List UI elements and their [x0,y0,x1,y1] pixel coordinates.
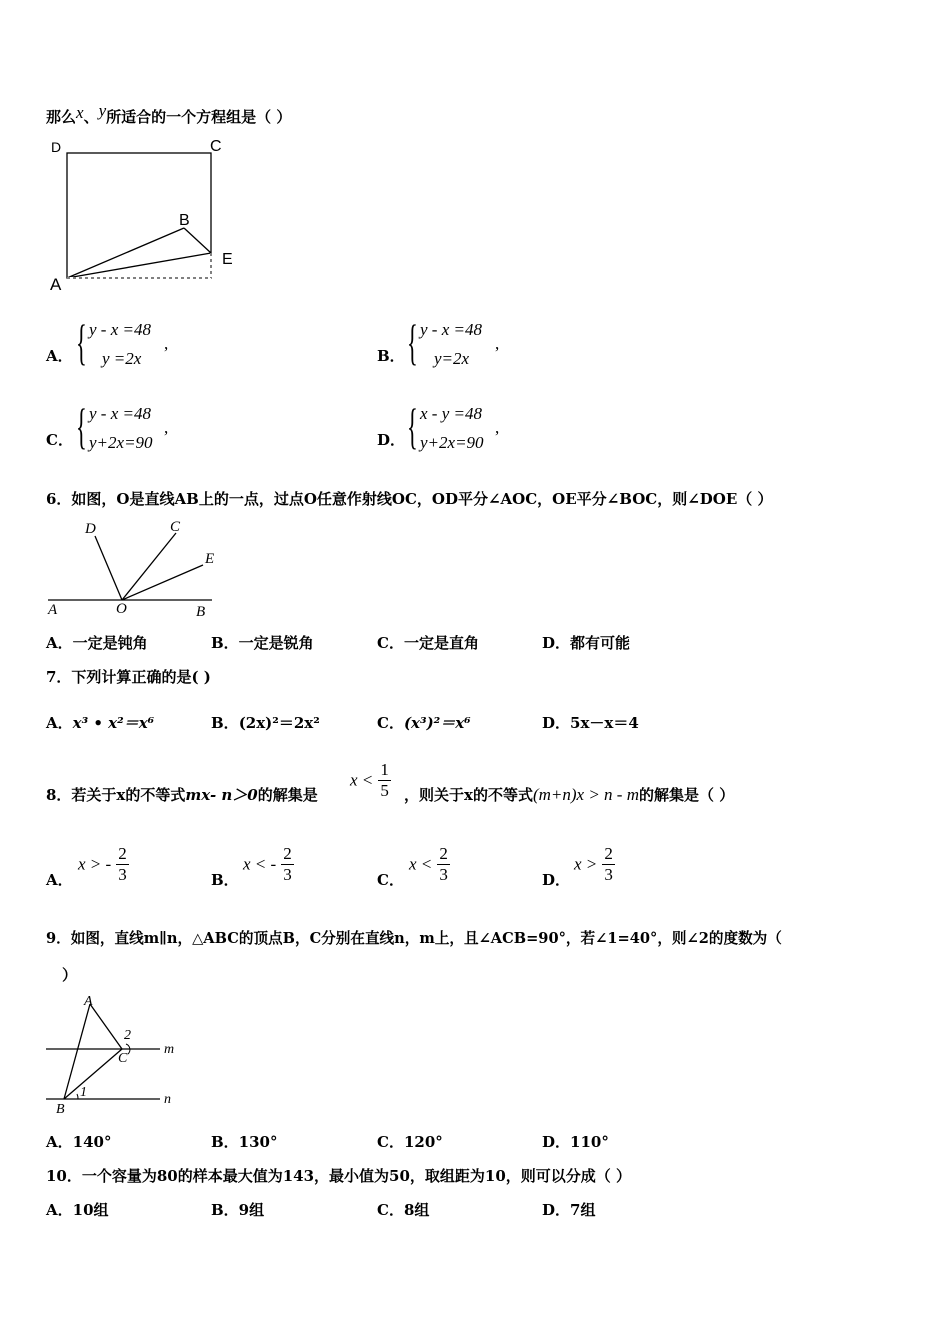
angle-1-arc [77,1094,78,1099]
q5-option-c-eq1: y - x =48 [89,404,151,423]
q5-option-d-label[interactable]: D． [377,431,406,449]
label-A: A [50,275,62,294]
q9-stem-line2: ） [62,966,78,984]
label-E: E [222,251,233,268]
q5-option-a-label[interactable]: A． [46,347,73,365]
q5-option-c-eq2: y+2x=90 [89,433,153,452]
q5-option-d-eq2: y+2x=90 [420,433,484,452]
q5-option-a-eq2: y =2x [102,349,142,368]
q9-option-c[interactable]: C．120° [377,1133,443,1151]
q5-option-a-eq1: y - x =48 [89,320,151,339]
q7-option-d[interactable]: D．5x－x＝4 [542,714,639,732]
ray-oe [122,565,203,600]
q5-option-b-eq1: y - x =48 [420,320,482,339]
q8-option-b-expr: x < - $\frac{2}{3}$ [243,844,292,884]
side-bc [64,1049,122,1099]
label-2: 2 [124,1028,131,1043]
ray-oc [122,533,176,600]
q5-option-a-brace: { [76,314,87,370]
q7-stem: 7．下列计算正确的是( ) [46,668,211,686]
q5-option-b-comma: , [495,334,500,353]
q5-option-b-eq2: y=2x [434,349,470,368]
q10-option-b[interactable]: B．9组 [211,1201,265,1219]
label-n: n [164,1092,171,1107]
q7-option-b[interactable]: B．(2x)²＝2x² [211,714,320,732]
q8-option-c-expr: x < $\frac{2}{3}$ [409,844,448,884]
q10-option-d[interactable]: D．7组 [542,1201,596,1219]
label-C: C [210,138,222,155]
segment-be [184,228,211,253]
q9-option-d[interactable]: D．110° [542,1133,609,1151]
q6-option-b[interactable]: B．一定是锐角 [211,634,314,652]
q10-stem: 10．一个容量为80的样本最大值为143，最小值为50，取组距为10，则可以分成（ ） [46,1167,632,1185]
q9-stem-line1: 9．如图，直线m∥n，△ABC的顶点B，C分别在直线n，m上，且∠ACB=90°，若∠1=40°，则∠2的度数为（ [46,930,782,947]
q10-option-c[interactable]: C．8组 [377,1201,430,1219]
q5-option-c-label[interactable]: C． [46,431,73,449]
q8-option-b-label[interactable]: B． [211,871,239,889]
ray-od [95,536,122,600]
q8-option-d-label[interactable]: D． [542,871,571,889]
label-D: D [51,139,62,155]
label-D: D [85,521,96,537]
q6-option-a[interactable]: A．一定是钝角 [46,634,148,652]
q5-option-a-comma: , [164,334,169,353]
q5-stem: 那么x、y所适合的一个方程组是（ ） [46,101,292,126]
q5-option-c-brace: { [76,398,87,454]
q8-option-d-expr: x > $\frac{2}{3}$ [574,844,613,884]
q8-option-a-expr: x > - $\frac{2}{3}$ [78,844,127,884]
label-E: E [205,551,215,567]
label-B: B [56,1102,65,1116]
label-m: m [164,1042,175,1057]
q5-option-d-eq1: x - y =48 [420,404,482,423]
q8-option-a-label[interactable]: A． [46,871,73,889]
q5-option-d-brace: { [407,398,418,454]
q8-stem-end: ，则关于x的不等式(m+n)x > n - m的解集是（ ） [404,785,735,804]
q6-option-c[interactable]: C．一定是直角 [377,634,479,652]
q6-rays-figure [44,516,224,620]
label-B: B [196,604,206,620]
q9-option-a[interactable]: A．140° [46,1133,112,1151]
q8-stem-start: 8．若关于x的不等式mx- n＞0的解集是 [46,786,318,804]
label-A: A [84,994,93,1009]
label-A: A [48,602,58,618]
label-O: O [116,601,127,617]
q7-option-a[interactable]: A．x³ • x²＝x⁶ [46,714,155,732]
segment-ae [67,253,211,278]
q5-option-b-brace: { [407,314,418,370]
q8-condition: x < $\frac{1}{5}$ [350,760,389,800]
q6-option-d[interactable]: D．都有可能 [542,634,631,652]
segment-ab [67,228,184,278]
q9-parallel-lines-figure [44,990,184,1116]
q9-option-b[interactable]: B．130° [211,1133,278,1151]
q6-stem: 6．如图，O是直线AB上的一点，过点O任意作射线OC，OD平分∠AOC，OE平分∠BOC，则∠DOE（ ） [46,490,773,508]
label-1: 1 [80,1085,87,1100]
label-C: C [170,519,181,535]
q5-rectangle-figure [44,136,254,296]
q10-option-a[interactable]: A．10组 [46,1201,109,1219]
q5-option-c-comma: , [164,418,169,437]
side-ac [90,1004,122,1049]
label-C: C [118,1051,128,1066]
label-B: B [179,212,190,229]
q7-option-c[interactable]: C．(x³)²＝x⁶ [377,714,471,732]
q5-option-b-label[interactable]: B． [377,347,405,365]
q8-option-c-label[interactable]: C． [377,871,404,889]
q5-option-d-comma: , [495,418,500,437]
